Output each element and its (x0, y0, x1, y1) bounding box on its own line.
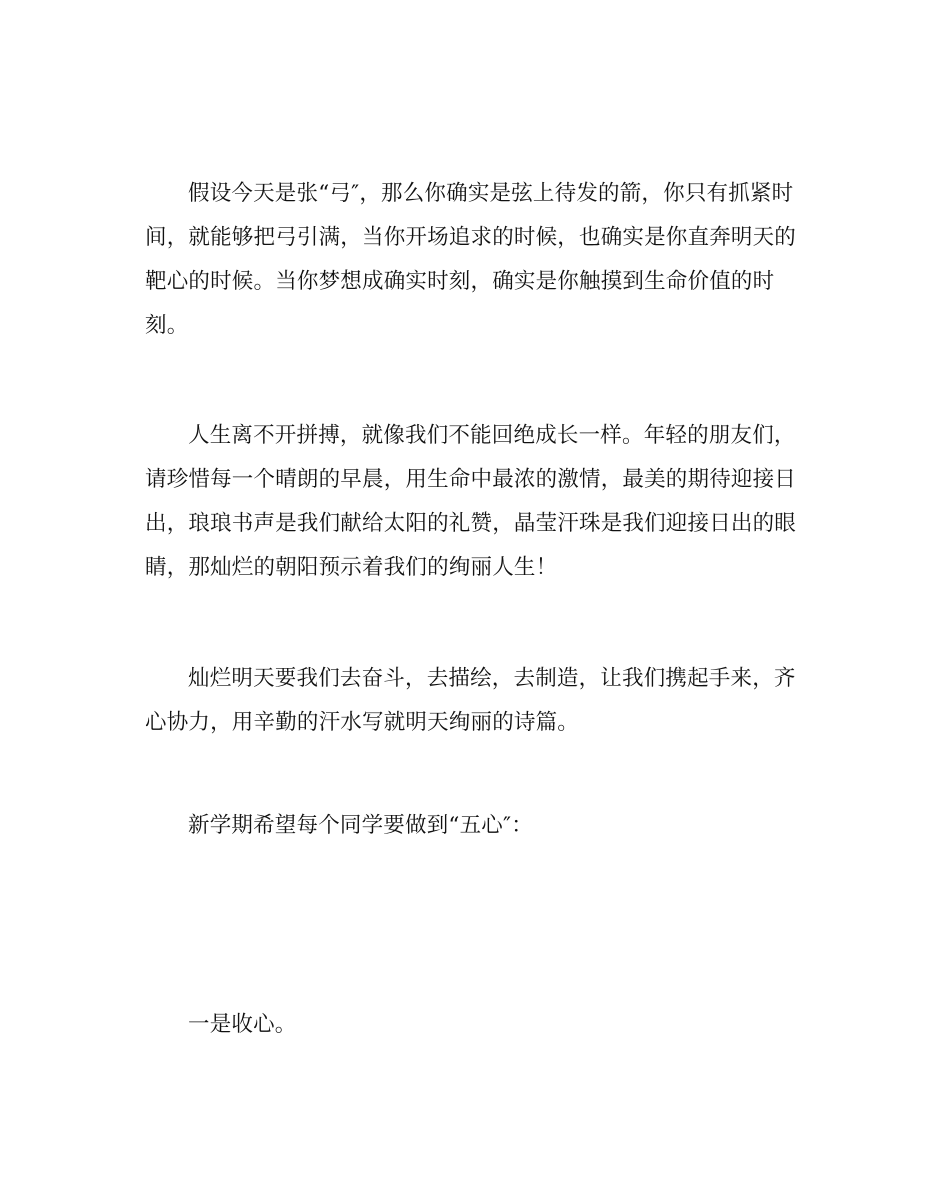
paragraph-five-hearts-intro (145, 804, 810, 848)
text-line: 新学期希望每个同学要做到“五心″： (188, 813, 533, 838)
text-line: 刻。 (145, 313, 189, 338)
text-line: 一是收心。 (188, 1012, 297, 1037)
text-line: 请珍惜每一个晴朗的早晨，用生命中最浓的激情，最美的期待迎接日 (145, 467, 797, 492)
text-line: 心协力，用辛勤的汗水写就明天绚丽的诗篇。 (145, 710, 580, 735)
paragraph-bow-and-arrow (145, 172, 810, 348)
text-line: 假设今天是张“弓″，那么你确实是弦上待发的箭，你只有抓紧时 (188, 181, 794, 206)
text-line: 间，就能够把弓引满，当你开场追求的时候，也确实是你直奔明天的 (145, 225, 797, 250)
text-line: 出，琅琅书声是我们献给太阳的礼赞，晶莹汗珠是我们迎接日出的眼 (145, 511, 797, 536)
text-line: 睛，那灿烂的朝阳预示着我们的绚丽人生！ (145, 555, 558, 580)
paragraph-bright-tomorrow (145, 657, 810, 745)
paragraph-first-point (145, 1003, 810, 1047)
text-line: 靶心的时候。当你梦想成确实时刻，确实是你触摸到生命价值的时 (145, 269, 775, 294)
text-line: 灿烂明天要我们去奋斗，去描绘，去制造，让我们携起手来，齐 (188, 666, 796, 691)
paragraph-life-struggle (145, 414, 810, 590)
text-line: 人生离不开拼搏，就像我们不能回绝成长一样。年轻的朋友们， (188, 423, 796, 448)
